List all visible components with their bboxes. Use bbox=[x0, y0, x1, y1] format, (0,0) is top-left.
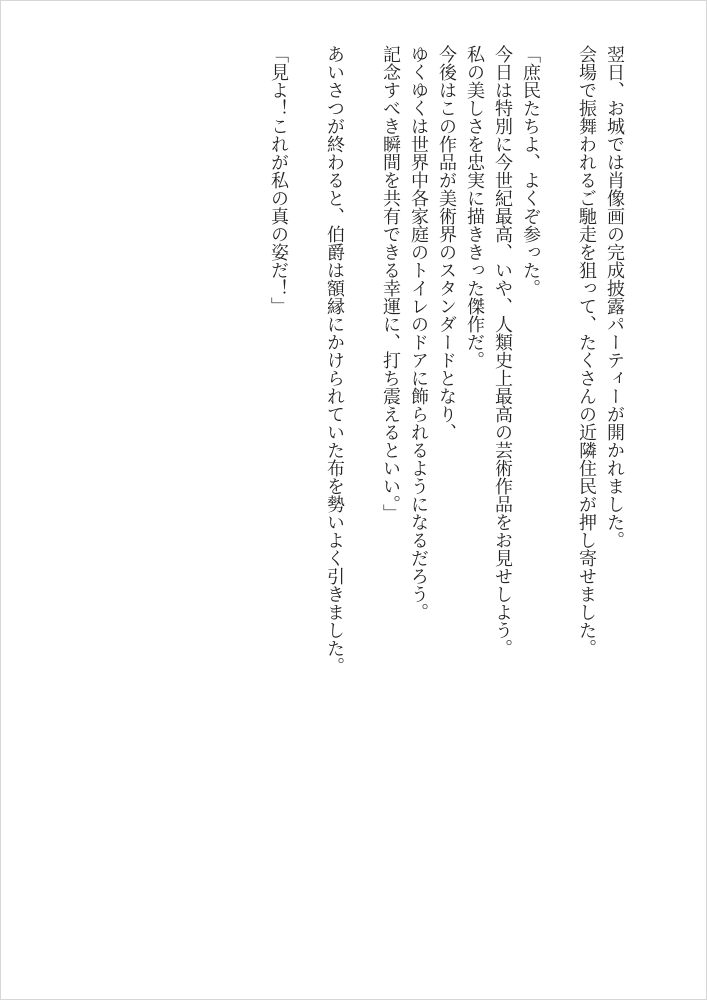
text-line: 「庶民たちよ、よくぞ参った。 bbox=[520, 45, 541, 297]
text-line: あいさつが終わると、伯爵は額縁にかけられていた布を勢いよく引きました。 bbox=[324, 45, 345, 675]
paragraph-gap bbox=[292, 45, 320, 705]
text-line: 翌日、お城では肖像画の完成披露パーティーが開かれました。 bbox=[604, 45, 625, 549]
text-line: 記念すべき瞬間を共有できる幸運に、打ち震えるといい。」 bbox=[380, 45, 401, 522]
text-line: 会場で振舞われるご馳走を狙って、たくさんの近隣住民が押し寄せました。 bbox=[576, 45, 597, 657]
text-line: 「見よ！これが私の真の姿だ！」 bbox=[268, 45, 289, 315]
text-line: 今日は特別に今世紀最高、いや、人類史上最高の芸術作品をお見せしよう。 bbox=[492, 45, 513, 657]
paragraph-gap bbox=[348, 45, 376, 705]
paragraph-gap bbox=[544, 45, 572, 705]
text-line: ゆくゆくは世界中各家庭のトイレのドアに飾られるようになるだろう。 bbox=[408, 45, 429, 621]
body-text bbox=[264, 45, 628, 705]
text-line: 私の美しさを忠実に描ききった傑作だ。 bbox=[464, 45, 485, 369]
text-line: 今後はこの作品が美術界のスタンダードとなり、 bbox=[436, 45, 457, 441]
